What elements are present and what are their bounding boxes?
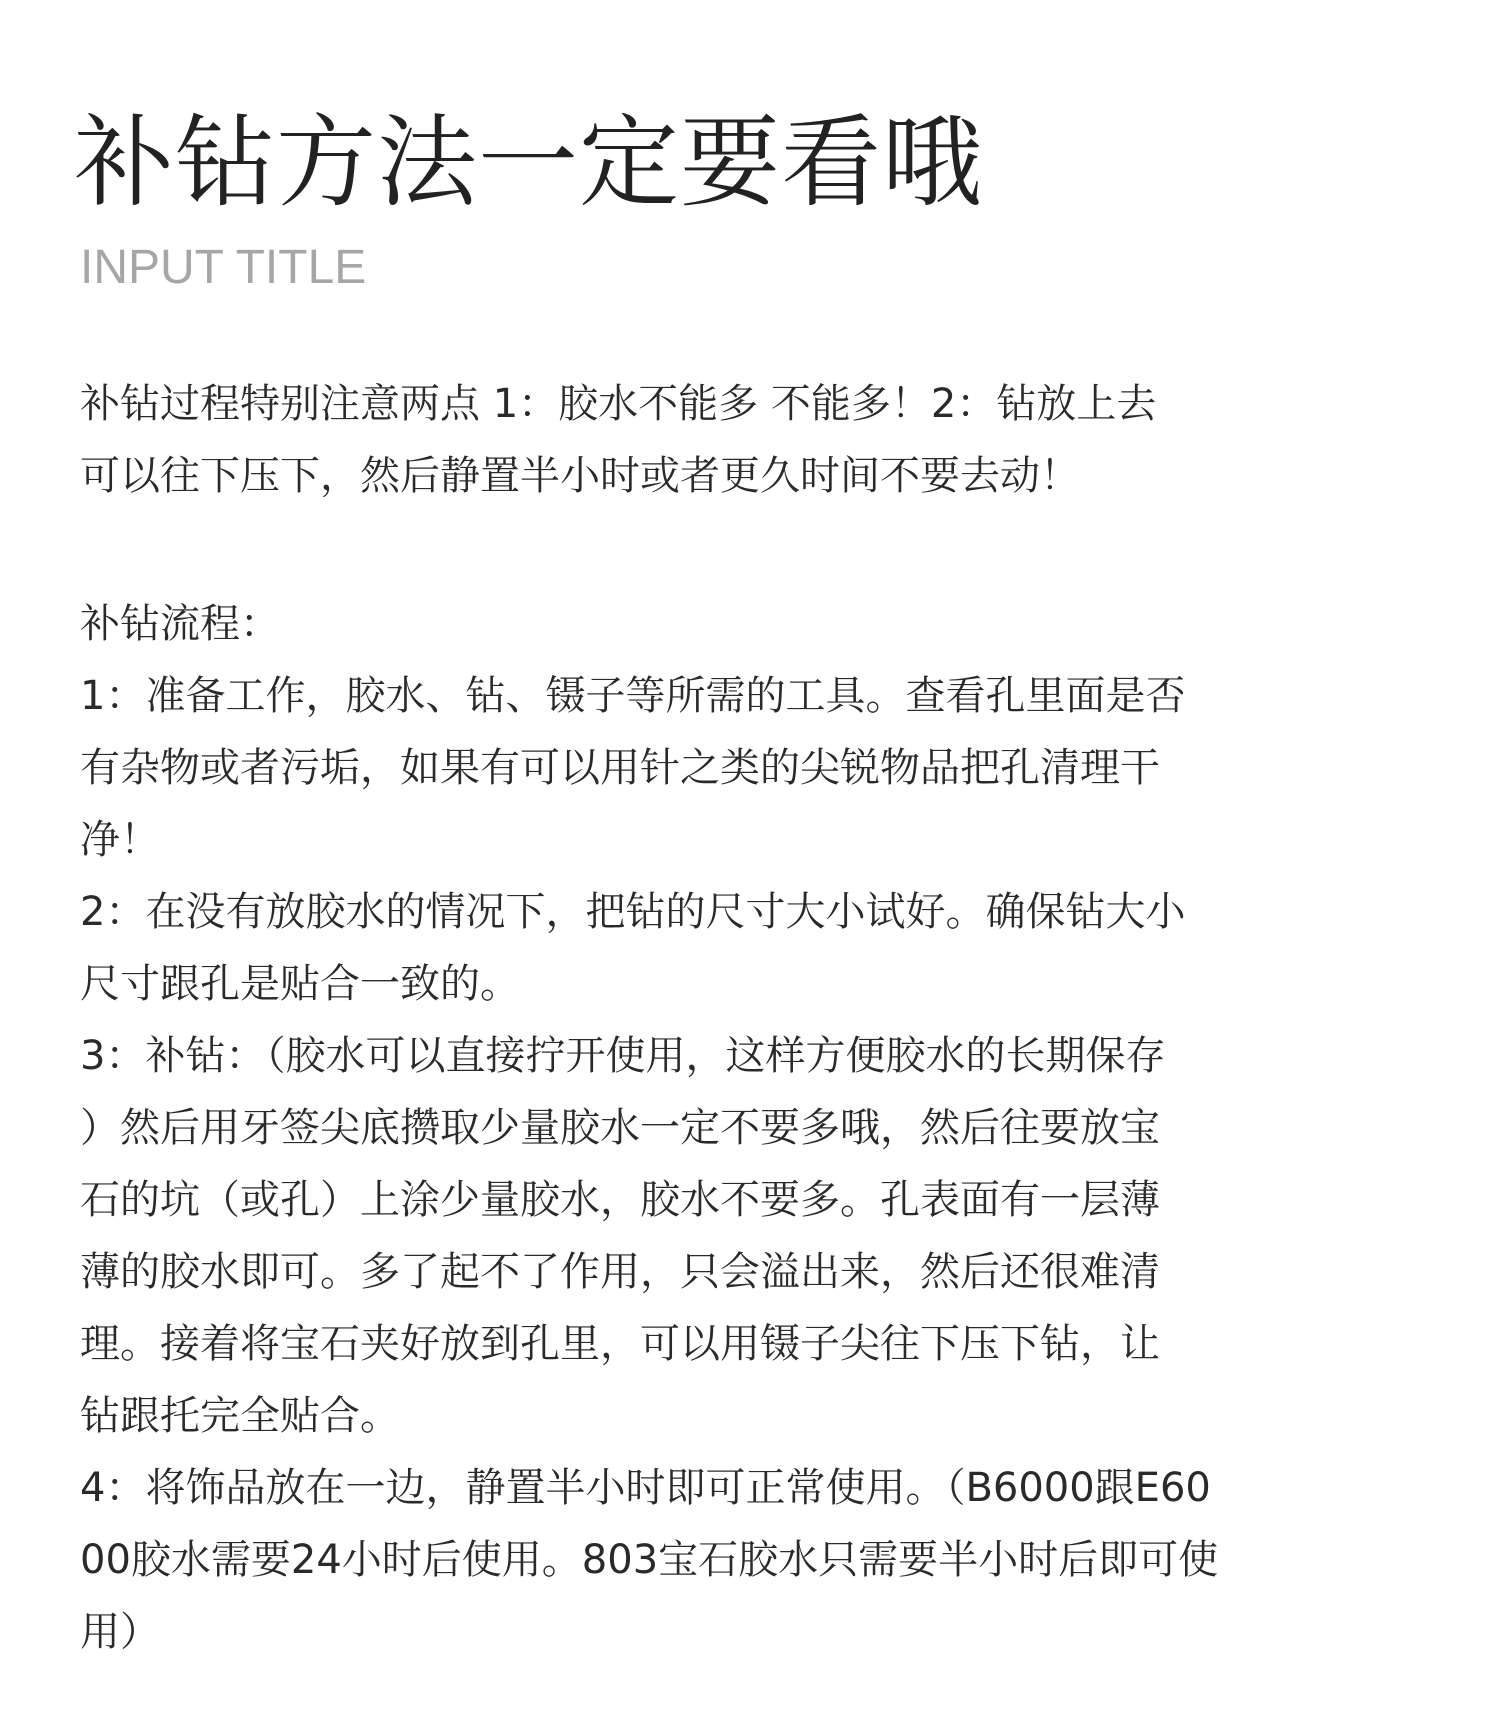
flow-line: 2：在没有放胶水的情况下，把钻的尺寸大小试好。确保钻大小: [80, 889, 1186, 935]
flow-line: 理。接着将宝石夹好放到孔里，可以用镊子尖往下压下钻，让: [80, 1321, 1160, 1367]
flow-line: 4：将饰品放在一边，静置半小时即可正常使用。（B6000跟E60: [80, 1465, 1211, 1511]
intro-line: 补钻过程特别注意两点 1：胶水不能多 不能多！2：钻放上去: [80, 381, 1157, 427]
flow-line: 薄的胶水即可。多了起不了作用，只会溢出来，然后还很难清: [80, 1249, 1160, 1295]
flow-heading: 补钻流程：: [80, 601, 280, 647]
flow-section: [80, 588, 1440, 1668]
flow-line: 3：补钻：（胶水可以直接拧开使用，这样方便胶水的长期保存: [80, 1033, 1166, 1079]
flow-line: 净！: [80, 817, 160, 863]
flow-line: 钻跟托完全贴合。: [80, 1393, 400, 1439]
page-subtitle: INPUT TITLE: [80, 241, 367, 294]
page-title: 补钻方法一定要看哦: [74, 104, 983, 221]
flow-line: 有杂物或者污垢，如果有可以用针之类的尖锐物品把孔清理干: [80, 745, 1160, 791]
flow-line: 用）: [80, 1609, 160, 1655]
flow-line: 石的坑（或孔）上涂少量胶水，胶水不要多。孔表面有一层薄: [80, 1177, 1160, 1223]
flow-line: 1：准备工作，胶水、钻、镊子等所需的工具。查看孔里面是否: [80, 673, 1186, 719]
flow-line: 00胶水需要24小时后使用。803宝石胶水只需要半小时后即可使: [80, 1537, 1219, 1583]
flow-line: ）然后用牙签尖底攒取少量胶水一定不要多哦，然后往要放宝: [80, 1105, 1160, 1151]
intro-paragraph: [80, 368, 1440, 512]
flow-line: 尺寸跟孔是贴合一致的。: [80, 961, 520, 1007]
intro-line: 可以往下压下，然后静置半小时或者更久时间不要去动！: [80, 453, 1080, 499]
